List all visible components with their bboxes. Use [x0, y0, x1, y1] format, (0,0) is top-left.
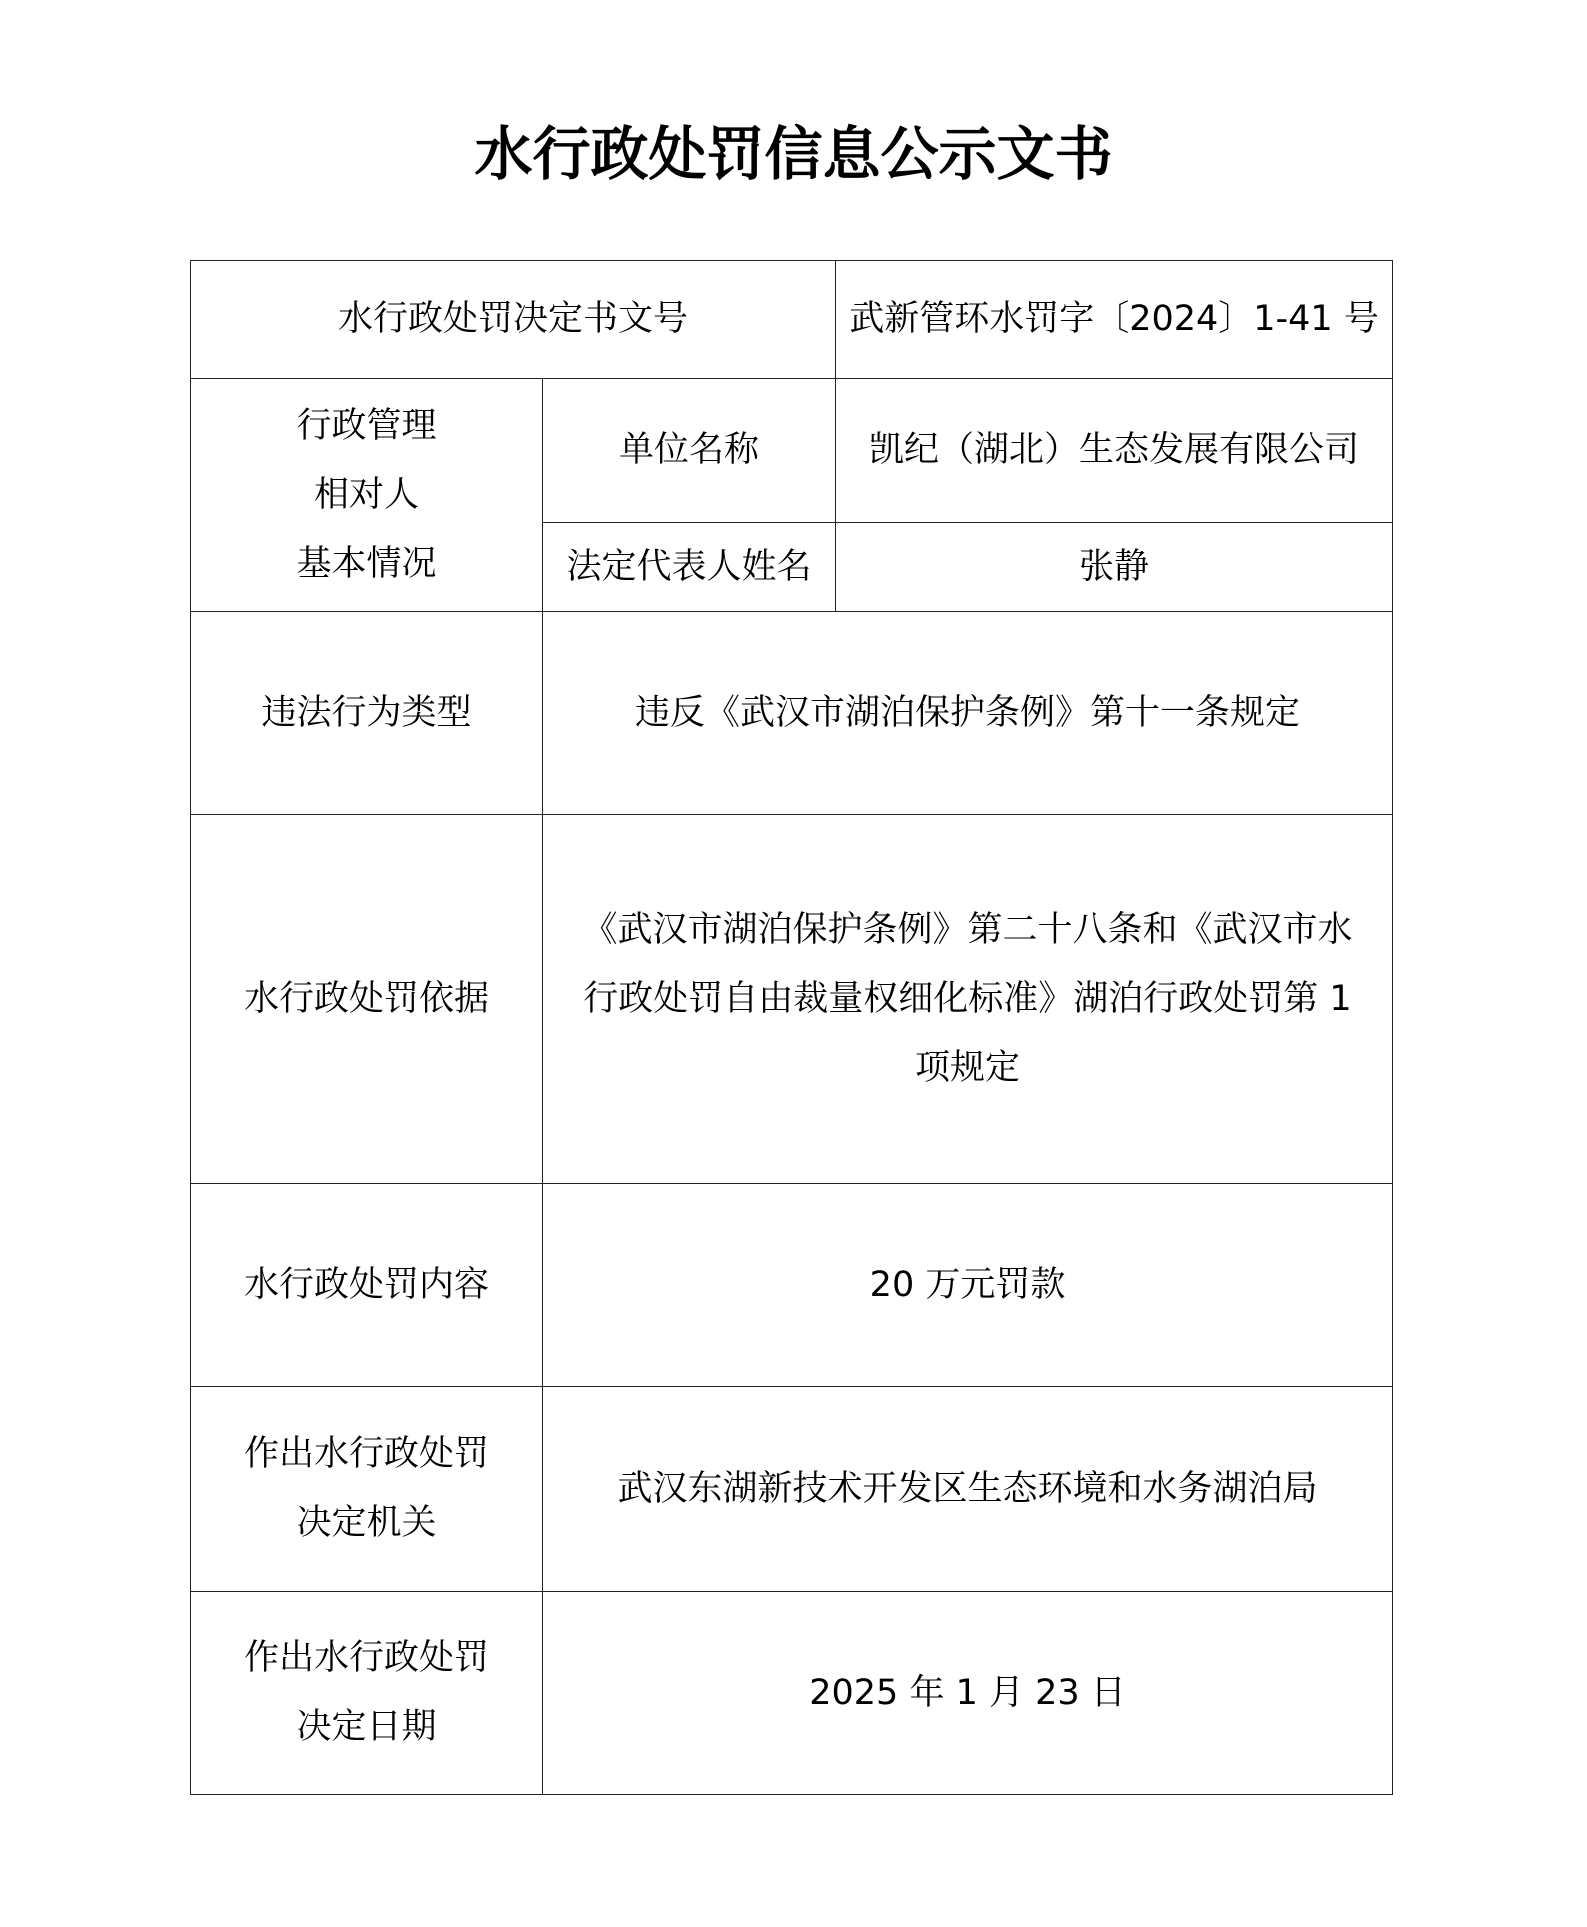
row-violation-type — [191, 612, 1393, 815]
decision-authority-label-line: 决定机关 — [296, 1503, 437, 1543]
penalty-basis-line: 项规定 — [915, 1047, 1021, 1088]
penalty-content-label: 水行政处罚内容 — [191, 1184, 543, 1387]
party-info-label-line: 行政管理 — [296, 405, 437, 446]
row-decision-no — [191, 261, 1393, 379]
party-info-label — [191, 379, 543, 612]
decision-date-value: 2025 年 1 月 23 日 — [543, 1592, 1393, 1795]
document-title: 水行政处罚信息公示文书 — [474, 120, 1113, 188]
violation-type-value: 违反《武汉市湖泊保护条例》第十一条规定 — [543, 612, 1393, 815]
decision-date-label-line: 决定日期 — [296, 1707, 437, 1747]
decision-authority-label — [191, 1387, 543, 1592]
penalty-basis-value — [543, 815, 1393, 1184]
penalty-basis-line: 行政处罚自由裁量权细化标准》湖泊行政处罚第 1 — [583, 978, 1352, 1019]
row-decision-authority — [191, 1387, 1393, 1592]
row-penalty-basis — [191, 815, 1393, 1184]
row-decision-date — [191, 1592, 1393, 1795]
decision-date-label-line: 作出水行政处罚 — [243, 1638, 489, 1678]
violation-type-label: 违法行为类型 — [191, 612, 543, 815]
unit-name-label: 单位名称 — [543, 379, 836, 523]
legal-rep-label: 法定代表人姓名 — [543, 523, 836, 612]
penalty-basis-line: 《武汉市湖泊保护条例》第二十八条和《武汉市水 — [582, 909, 1353, 950]
decision-no-value: 武新管环水罚字〔2024〕1-41 号 — [836, 261, 1393, 379]
decision-date-label — [191, 1592, 543, 1795]
party-info-label-line: 基本情况 — [296, 543, 437, 584]
decision-authority-value: 武汉东湖新技术开发区生态环境和水务湖泊局 — [543, 1387, 1393, 1592]
party-info-label-line: 相对人 — [313, 474, 419, 515]
legal-rep-value: 张静 — [836, 523, 1393, 612]
penalty-content-value: 20 万元罚款 — [543, 1184, 1393, 1387]
decision-authority-label-line: 作出水行政处罚 — [243, 1434, 489, 1474]
decision-no-label: 水行政处罚决定书文号 — [191, 261, 836, 379]
unit-name-value: 凯纪（湖北）生态发展有限公司 — [836, 379, 1393, 523]
row-unit-name — [191, 379, 1393, 523]
row-penalty-content — [191, 1184, 1393, 1387]
penalty-info-table — [190, 260, 1393, 1795]
penalty-basis-label: 水行政处罚依据 — [191, 815, 543, 1184]
